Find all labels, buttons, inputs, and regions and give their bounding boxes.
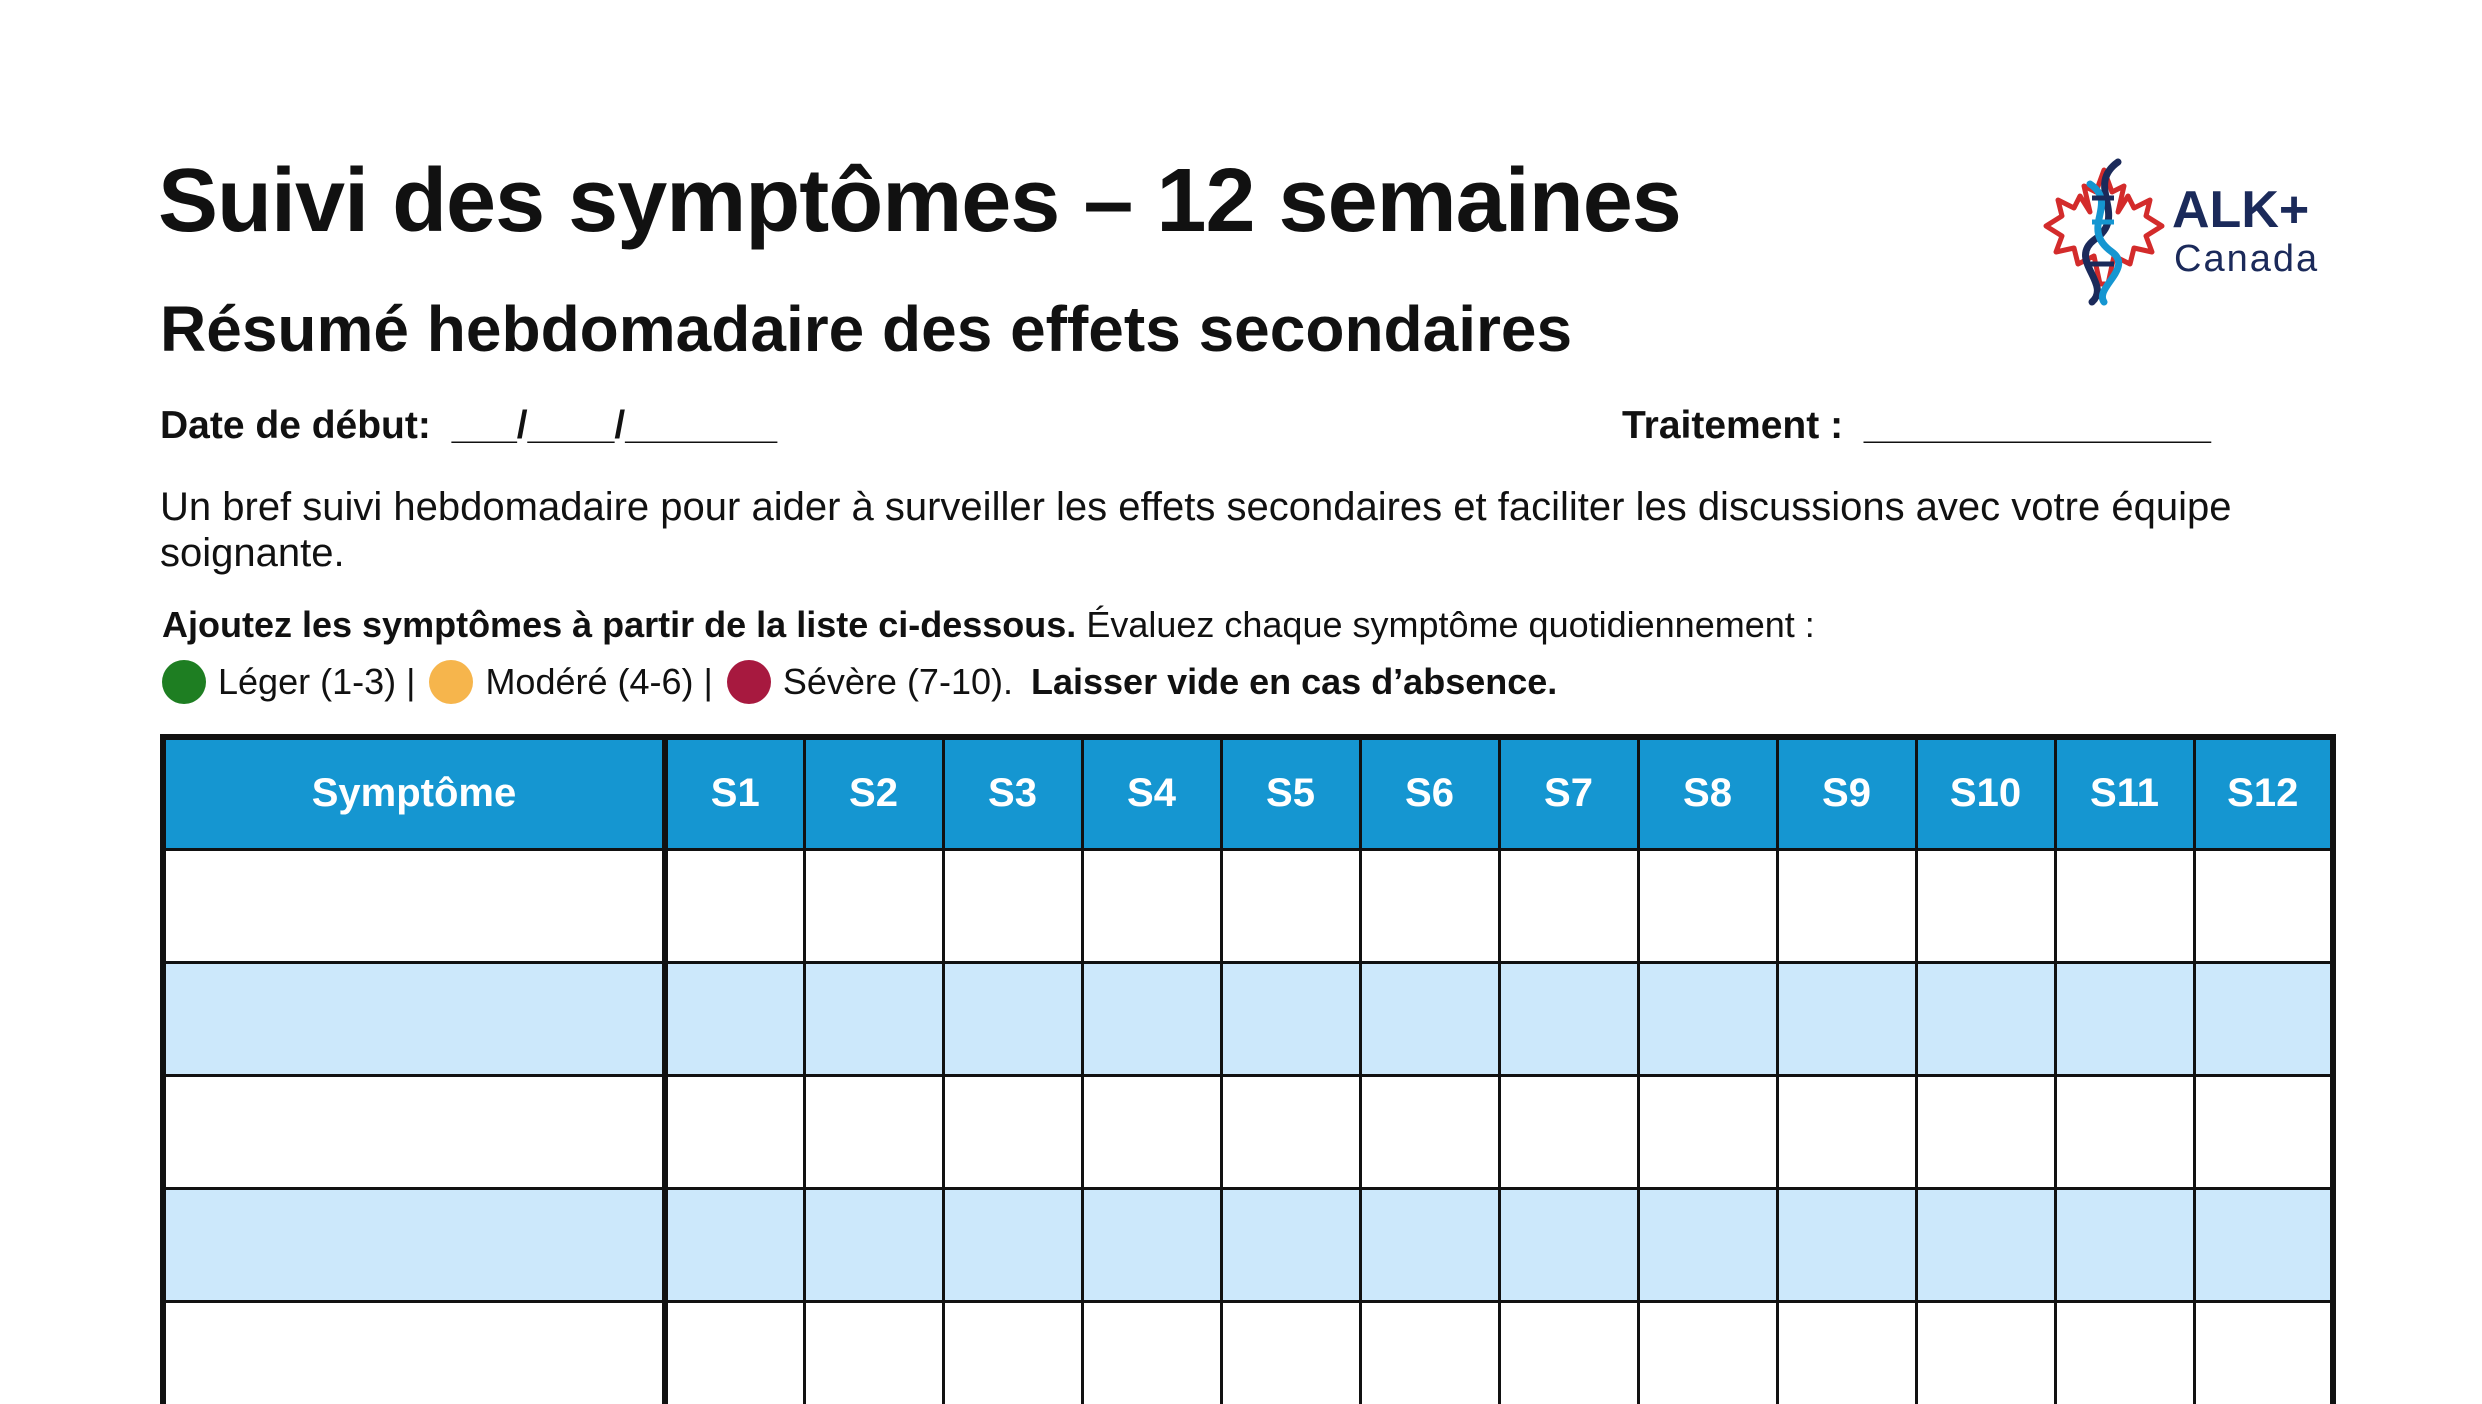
- rating-cell[interactable]: [943, 962, 1082, 1075]
- severity-legend: [162, 660, 1557, 704]
- rating-cell[interactable]: [1916, 1188, 2055, 1301]
- rating-cell[interactable]: [804, 962, 943, 1075]
- treatment-label: Traitement :: [1622, 404, 1844, 447]
- rating-cell[interactable]: [2055, 1301, 2194, 1404]
- rating-cell[interactable]: [1082, 1301, 1221, 1404]
- alk-canada-logo: [2034, 156, 2324, 306]
- column-header-week: S1: [665, 737, 804, 849]
- symptom-cell[interactable]: [163, 1075, 665, 1188]
- rating-cell[interactable]: [1916, 962, 2055, 1075]
- start-date-blank[interactable]: ___/____/_______: [451, 404, 778, 447]
- table-row: [163, 1301, 2333, 1404]
- rating-cell[interactable]: [1777, 1075, 1916, 1188]
- column-header-week: S8: [1638, 737, 1777, 849]
- rating-cell[interactable]: [943, 1188, 1082, 1301]
- rating-cell[interactable]: [804, 849, 943, 962]
- rating-cell[interactable]: [1777, 1188, 1916, 1301]
- rating-cell[interactable]: [1221, 1188, 1360, 1301]
- rating-cell[interactable]: [1638, 1075, 1777, 1188]
- rating-cell[interactable]: [804, 1188, 943, 1301]
- symptom-table: [160, 734, 2336, 1404]
- rating-cell[interactable]: [2055, 962, 2194, 1075]
- column-header-week: S9: [1777, 737, 1916, 849]
- rating-cell[interactable]: [1499, 1188, 1638, 1301]
- column-header-week: S10: [1916, 737, 2055, 849]
- instructions: [162, 604, 1815, 646]
- column-header-week: S6: [1360, 737, 1499, 849]
- column-header-week: S2: [804, 737, 943, 849]
- rating-cell[interactable]: [1360, 1188, 1499, 1301]
- rating-cell[interactable]: [804, 1075, 943, 1188]
- symptom-cell[interactable]: [163, 1188, 665, 1301]
- table-header-row: [163, 737, 2333, 849]
- rating-cell[interactable]: [1499, 1075, 1638, 1188]
- rating-cell[interactable]: [2055, 1188, 2194, 1301]
- rating-cell[interactable]: [1221, 1075, 1360, 1188]
- column-header-week: S11: [2055, 737, 2194, 849]
- rating-cell[interactable]: [2055, 849, 2194, 962]
- table-row: [163, 1188, 2333, 1301]
- rating-cell[interactable]: [1916, 1301, 2055, 1404]
- legend-note: Laisser vide en cas d’absence.: [1030, 661, 1558, 702]
- rating-cell[interactable]: [1638, 962, 1777, 1075]
- symptom-cell[interactable]: [163, 1301, 665, 1404]
- rating-cell[interactable]: [665, 1188, 804, 1301]
- table-row: [163, 962, 2333, 1075]
- logo-text-alk: ALK+: [2172, 181, 2310, 239]
- rating-cell[interactable]: [1777, 849, 1916, 962]
- page-subtitle: Résumé hebdomadaire des effets secondaires: [160, 293, 1573, 365]
- description-text: Un bref suivi hebdomadaire pour aider à surveiller les effets secondaires et faciliter les discussions avec votre équipe soignante.: [160, 485, 2232, 575]
- start-date-field[interactable]: [160, 404, 777, 448]
- rating-cell[interactable]: [1221, 849, 1360, 962]
- instructions-normal: Évaluez chaque symptôme quotidiennement :: [1076, 604, 1815, 645]
- table-body: [163, 849, 2333, 1404]
- rating-cell[interactable]: [1360, 1075, 1499, 1188]
- rating-cell[interactable]: [943, 1075, 1082, 1188]
- rating-cell[interactable]: [1638, 849, 1777, 962]
- rating-cell[interactable]: [1360, 962, 1499, 1075]
- rating-cell[interactable]: [1082, 849, 1221, 962]
- orange-dot-icon: [429, 660, 473, 704]
- table-row: [163, 1075, 2333, 1188]
- rating-cell[interactable]: [665, 962, 804, 1075]
- rating-cell[interactable]: [943, 849, 1082, 962]
- rating-cell[interactable]: [943, 1301, 1082, 1404]
- legend-item-moderate: [429, 660, 712, 704]
- rating-cell[interactable]: [2194, 962, 2333, 1075]
- rating-cell[interactable]: [1360, 1301, 1499, 1404]
- rating-cell[interactable]: [665, 849, 804, 962]
- rating-cell[interactable]: [1082, 962, 1221, 1075]
- symptom-cell[interactable]: [163, 849, 665, 962]
- legend-label-moderate: Modéré (4-6) |: [485, 661, 713, 702]
- rating-cell[interactable]: [1499, 849, 1638, 962]
- treatment-field[interactable]: [1622, 404, 2211, 448]
- legend-label-mild: Léger (1-3) |: [218, 661, 416, 702]
- instructions-bold: Ajoutez les symptômes à partir de la liste ci-dessous.: [162, 604, 1077, 645]
- column-header-week: S3: [943, 737, 1082, 849]
- rating-cell[interactable]: [1499, 1301, 1638, 1404]
- rating-cell[interactable]: [1221, 1301, 1360, 1404]
- rating-cell[interactable]: [1638, 1301, 1777, 1404]
- column-header-week: S7: [1499, 737, 1638, 849]
- rating-cell[interactable]: [2055, 1075, 2194, 1188]
- rating-cell[interactable]: [1221, 962, 1360, 1075]
- rating-cell[interactable]: [1082, 1188, 1221, 1301]
- rating-cell[interactable]: [1916, 849, 2055, 962]
- logo-text-canada: Canada: [2174, 238, 2320, 280]
- rating-cell[interactable]: [2194, 849, 2333, 962]
- column-header-week: S4: [1082, 737, 1221, 849]
- red-dot-icon: [727, 660, 771, 704]
- symptom-table-wrapper: [160, 734, 2336, 1404]
- page-title: Suivi des symptômes – 12 semaines: [158, 151, 1681, 251]
- column-header-week: S5: [1221, 737, 1360, 849]
- rating-cell[interactable]: [2194, 1301, 2333, 1404]
- symptom-cell[interactable]: [163, 962, 665, 1075]
- start-date-label: Date de début:: [160, 404, 431, 447]
- rating-cell[interactable]: [2194, 1075, 2333, 1188]
- rating-cell[interactable]: [1777, 962, 1916, 1075]
- legend-item-mild: [162, 660, 415, 704]
- column-header-week: S12: [2194, 737, 2333, 849]
- rating-cell[interactable]: [2194, 1188, 2333, 1301]
- legend-item-severe: [727, 660, 1013, 704]
- rating-cell[interactable]: [665, 1301, 804, 1404]
- rating-cell[interactable]: [1082, 1075, 1221, 1188]
- green-dot-icon: [162, 660, 206, 704]
- table-row: [163, 849, 2333, 962]
- rating-cell[interactable]: [1360, 849, 1499, 962]
- rating-cell[interactable]: [1638, 1188, 1777, 1301]
- column-header-symptom: Symptôme: [163, 737, 665, 849]
- treatment-blank[interactable]: ________________: [1863, 404, 2211, 447]
- rating-cell[interactable]: [804, 1301, 943, 1404]
- rating-cell[interactable]: [1777, 1301, 1916, 1404]
- rating-cell[interactable]: [1499, 962, 1638, 1075]
- rating-cell[interactable]: [1916, 1075, 2055, 1188]
- rating-cell[interactable]: [665, 1075, 804, 1188]
- legend-label-severe: Sévère (7-10).: [782, 661, 1013, 702]
- dna-maple-icon: [2034, 156, 2174, 306]
